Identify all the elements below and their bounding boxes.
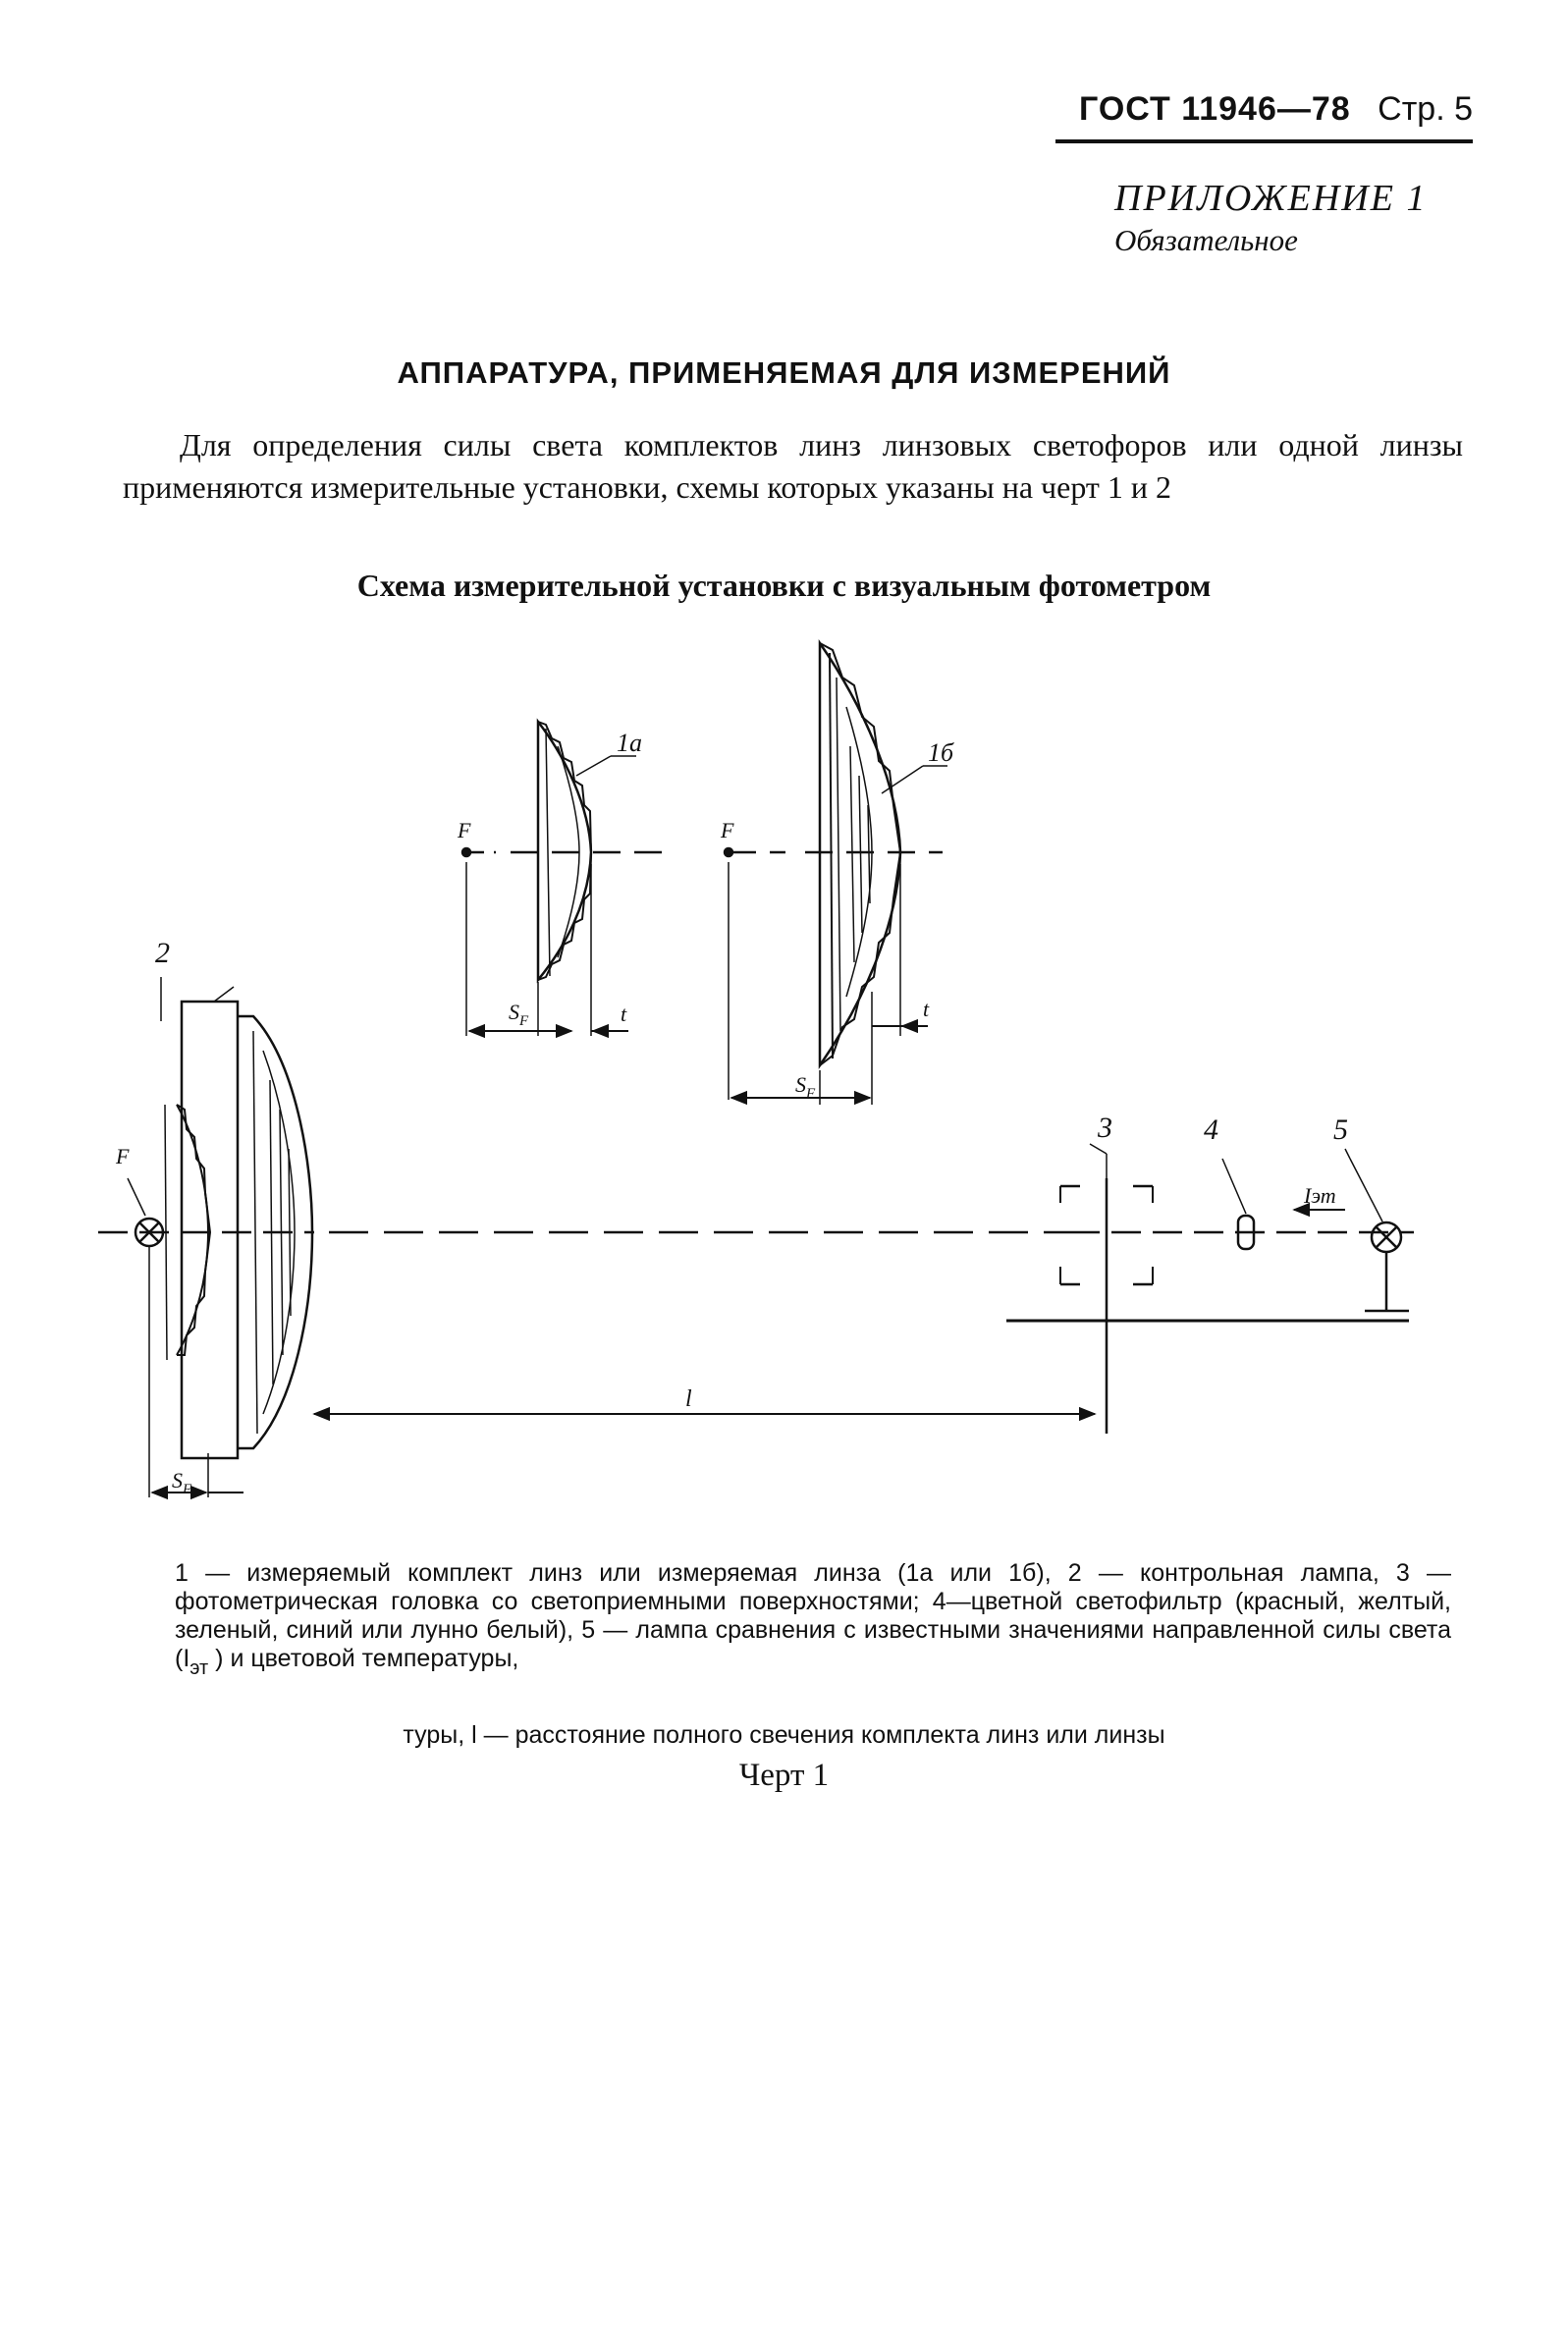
caption-last-line: туры, l — расстояние полного свечения комплекта линз или линзы [403, 1721, 1165, 1749]
label-t-1b: t [923, 997, 930, 1021]
label-t-1a: t [621, 1002, 627, 1026]
label-1a: 1а [617, 729, 642, 757]
photometric-head [1060, 1178, 1153, 1434]
annex-subtitle: Обязательное [1114, 222, 1298, 257]
label-item-2: 2 [155, 937, 170, 969]
label-item-5: 5 [1333, 1113, 1348, 1146]
label-item-4: 4 [1204, 1113, 1218, 1146]
standard-number: ГОСТ 11946—78 [1079, 90, 1351, 128]
lens-1b [820, 643, 900, 1065]
label-1b: 1б [928, 738, 954, 767]
sf-sub: F [519, 1013, 529, 1029]
label-i-et: Iэт [1304, 1183, 1336, 1208]
caption-part-1: 1 — измеряемый комплект линз или измеряемая линза (1а или 1б), 2 — контрольная лампа, 3 — фотометрическая головка со светоприемными поверхностями; 4—цветной светофильтр (красный, желтый, зеленый, синий или лунно белый), 5 — лампа сравнения с известными значениями направленной силы света (I [175, 1559, 1451, 1672]
section-title: АППАРАТУРА, ПРИМЕНЯЕМАЯ ДЛЯ ИЗМЕРЕНИЙ [397, 355, 1171, 390]
label-item-3: 3 [1098, 1112, 1112, 1144]
caption-part-2: ) и цветовой температуры, [215, 1645, 519, 1672]
figure-label: Черт 1 [738, 1758, 830, 1793]
scheme-title: Схема измерительной установки с визуальным фотометром [356, 568, 1212, 603]
annex-title: ПРИЛОЖЕНИЕ 1 [1114, 178, 1428, 219]
intro-paragraph: Для определения силы света комплектов линз линзовых светофоров или одной линзы применяются измерительные установки, схемы которых указаны на черт 1 и 2 [123, 427, 1463, 505]
sf-letter: S [172, 1468, 183, 1493]
label-sf-1a [509, 1000, 529, 1029]
sf-letter: S [795, 1072, 806, 1097]
lens-set-main [165, 1002, 312, 1458]
label-focus-1b: F [721, 818, 734, 842]
sf-letter: S [509, 1000, 519, 1024]
lens-1a [538, 722, 591, 980]
label-focus-1a: F [458, 818, 471, 842]
sf-sub: F [806, 1086, 816, 1102]
label-distance-l: l [685, 1386, 692, 1412]
page-number: Стр. 5 [1378, 90, 1473, 128]
caption-subscript: эт [189, 1657, 209, 1679]
sf-sub: F [183, 1482, 192, 1497]
figure-caption [175, 1559, 1451, 1679]
label-focus-main: F [116, 1144, 130, 1168]
